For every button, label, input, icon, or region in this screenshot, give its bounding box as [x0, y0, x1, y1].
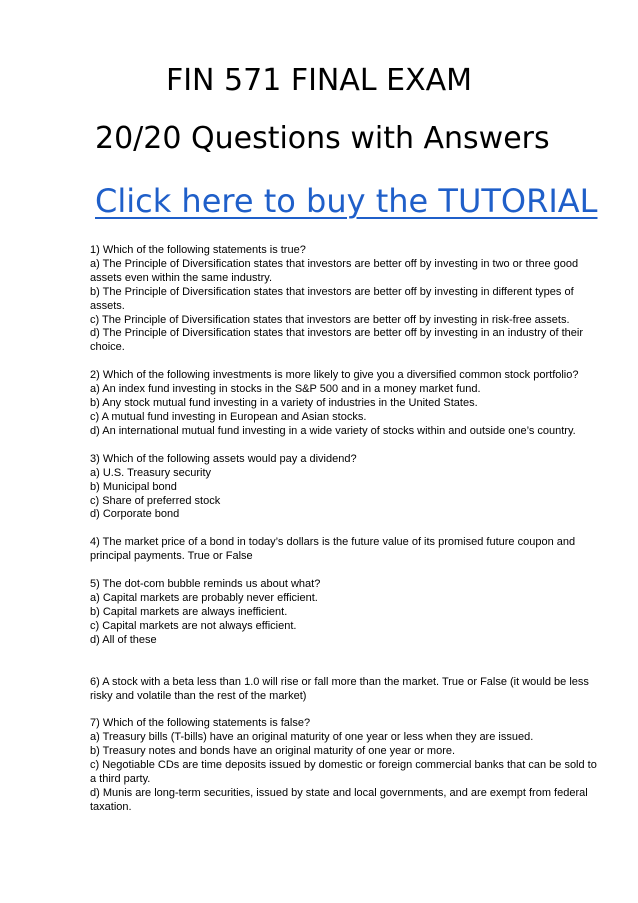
answer-option: a) An index fund investing in stocks in the S&P 500 and in a money market fund.: [90, 383, 481, 396]
question-text: 1) Which of the following statements is true?: [90, 244, 306, 256]
question-7: [90, 717, 600, 814]
question-text: 7) Which of the following statements is false?: [90, 717, 311, 730]
answer-option: d) An international mutual fund investing in a wide variety of stocks within and outside one’s country.: [90, 424, 576, 437]
questions-list: [90, 244, 600, 829]
question-6: [90, 676, 600, 704]
question-4: [90, 536, 600, 564]
answer-option: a) Treasury bills (T-bills) have an original maturity of one year or less when they are issued.: [90, 731, 534, 744]
question-text: 2) Which of the following investments is more likely to give you a diversified common stock portfolio?: [90, 369, 579, 382]
question-text: 5) The dot-com bubble reminds us about what?: [90, 578, 321, 591]
answer-option: d) Corporate bond: [90, 508, 180, 521]
question-text: 4) The market price of a bond in today’s dollars is the future value of its promised future coupon and principal payments. True or False: [90, 536, 576, 563]
question-3: [90, 453, 600, 523]
answer-option: b) Any stock mutual fund investing in a variety of industries in the United States.: [90, 397, 478, 410]
answer-option: c) Share of preferred stock: [90, 494, 221, 507]
answer-option: a) U.S. Treasury security: [90, 466, 212, 479]
answer-option: d) Munis are long-term securities, issued by state and local governments, and are exempt from federal taxation.: [90, 787, 588, 813]
question-5: [90, 578, 600, 648]
answer-option: b) Municipal bond: [90, 480, 177, 493]
answer-option: b) Capital markets are always inefficient.: [90, 605, 288, 618]
exam-subtitle: 20/20 Questions with Answers: [95, 121, 550, 156]
answer-option: d) All of these: [90, 633, 157, 646]
question-text: 3) Which of the following assets would pay a dividend?: [90, 452, 357, 465]
question-1: [90, 244, 600, 355]
question-2: [90, 369, 600, 439]
answer-option: c) Capital markets are not always efficient.: [90, 619, 297, 632]
answer-option: a) Capital markets are probably never efficient.: [90, 592, 318, 605]
answer-option: c) The Principle of Diversification states that investors are better off by investing in risk-free assets.: [90, 313, 570, 326]
answer-option: c) Negotiable CDs are time deposits issued by domestic or foreign commercial banks that can be sold to a third party.: [90, 759, 597, 786]
answer-option: a) The Principle of Diversification states that investors are better off by investing in two or three good assets even within the same industry.: [90, 257, 579, 284]
answer-option: d) The Principle of Diversification states that investors are better off by investing in an industry of their choice.: [90, 327, 584, 354]
answer-option: b) The Principle of Diversification states that investors are better off by investing in different types of assets.: [90, 285, 574, 312]
question-text: 6) A stock with a beta less than 1.0 will rise or fall more than the market. True or False (it would be less risky and volatile than the rest of the market): [90, 675, 589, 702]
exam-title: FIN 571 FINAL EXAM: [165, 63, 473, 98]
answer-option: b) Treasury notes and bonds have an original maturity of one year or more.: [90, 745, 456, 758]
answer-option: c) A mutual fund investing in European and Asian stocks.: [90, 410, 367, 423]
buy-tutorial-link[interactable]: Click here to buy the TUTORIAL: [95, 182, 598, 220]
